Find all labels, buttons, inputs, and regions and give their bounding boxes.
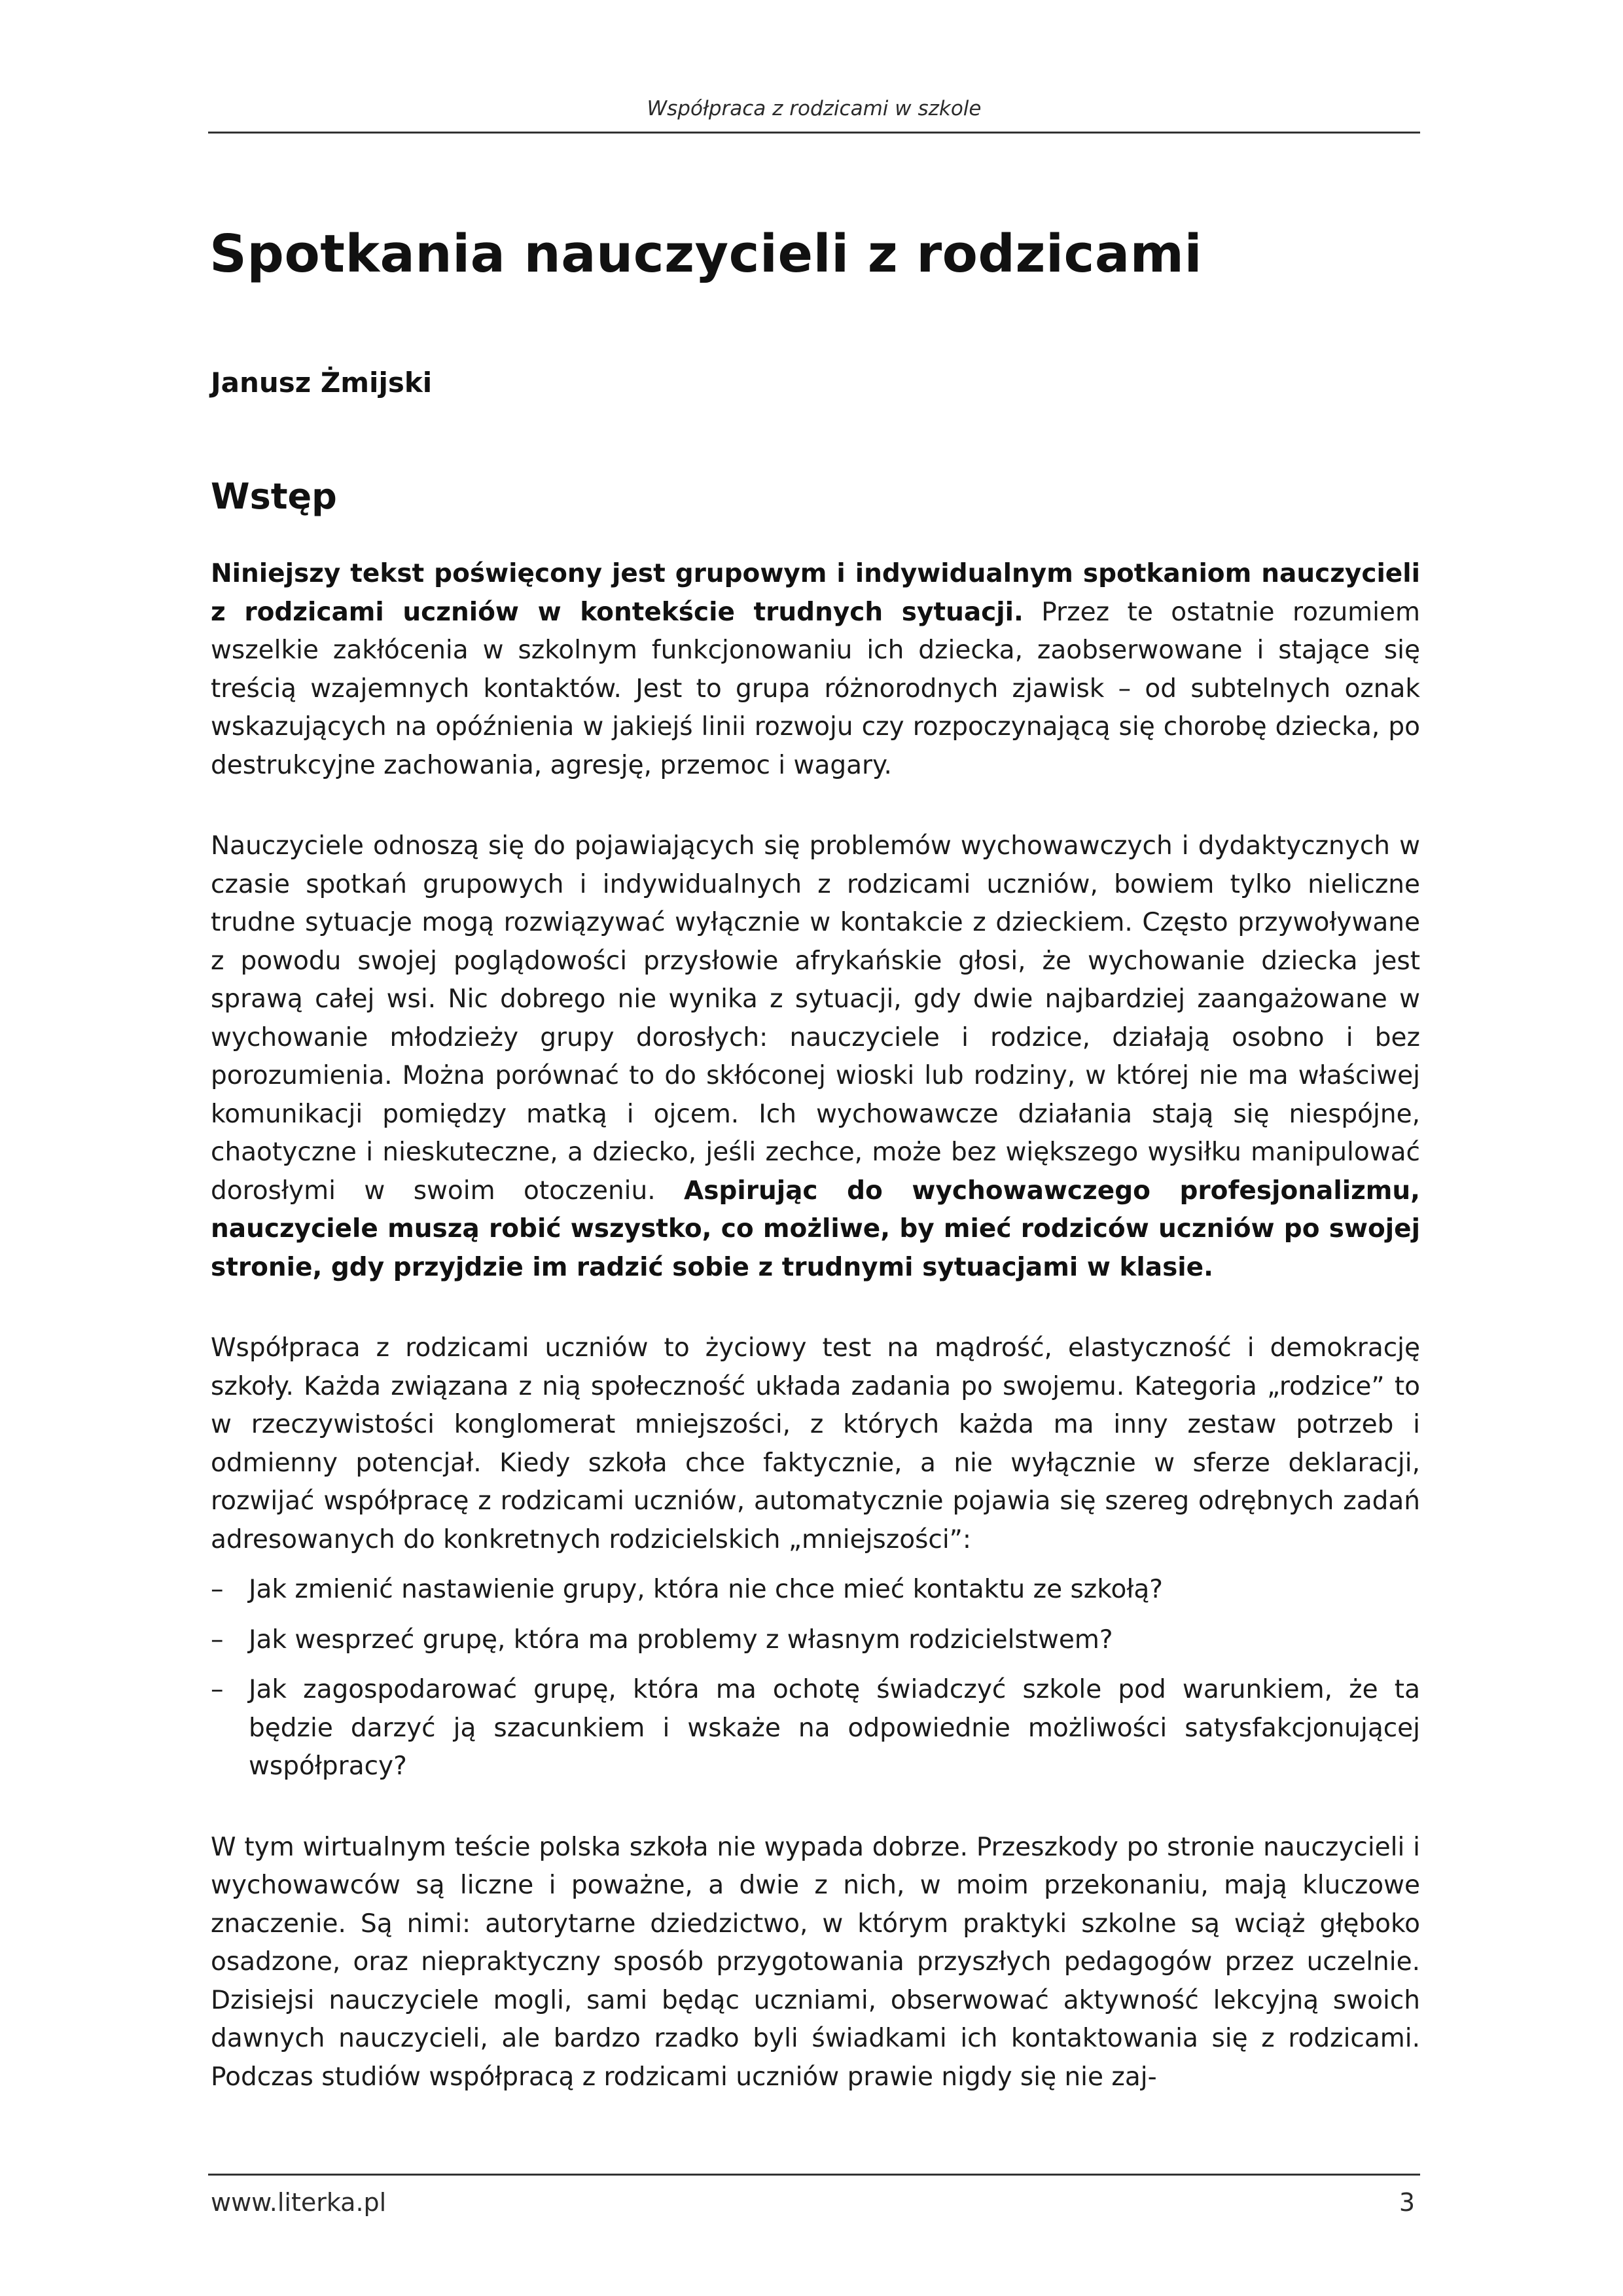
section-heading: Wstęp [211,476,337,517]
list-item-text: Jak zmienić nastawienie grupy, która nie chce mieć kontaktu ze szkołą? [249,1575,1164,1604]
list-item-text: Jak wesprzeć grupę, która ma problemy z własnym rodzicielstwem? [249,1624,1113,1655]
footer-rule [208,2174,1420,2176]
question-list [211,1571,1420,1786]
article-body [211,555,1420,2139]
footer-url: www.literka.pl [211,2188,387,2217]
list-dash: – [211,1575,224,1604]
list-item-text: Jak zagospodarować grupę, która ma ochotę świadczyć szkole pod warunkiem, że ta będzie darzyć ją szacunkiem i wskaże na odpowiednie możliwości satysfakcjonującej współpracy? [249,1675,1420,1781]
running-header: Współpraca z rodzicami w szkole [647,97,982,120]
intro-bold-text: Niniejszy tekst poświęcony jest grupowym i indywidualnym spotkaniom nauczycieli z rodzicami uczniów w kontekście trudnych sytuacji. [211,559,1420,627]
list-dash: – [211,1624,224,1655]
author-name: Janusz Żmijski [211,367,433,399]
list-item [211,1671,1420,1786]
list-dash: – [211,1675,224,1704]
page-number: 3 [1399,2188,1415,2217]
header-rule [208,132,1420,134]
teachers-text: Nauczyciele odnoszą się do pojawiających się problemów wychowawczych i dydaktycznych w czasie spotkań grupowych i indywidualnych z rodzicami uczniów, bowiem tylko nieliczne trudne sytuacje mogą rozwiązywać wyłącznie w kontakcie z dzieckiem. Często przywoływane z powodu swojej poglądowości przysłowie afrykańskie głosi, że wychowanie dziecka jest sprawą całej wsi. Nic dobrego nie wynika z sytuacji, gdy dwie najbardziej zaangażowane w wychowanie młodzieży grupy dorosłych: nauczyciele i rodzice, działają osobno i bez porozumienia. Można porównać to do skłóconej wioski lub rodziny, w której nie ma właściwej komunikacji pomiędzy matką i ojcem. Ich wychowawcze działania stają się niespójne, chaotyczne i nieskuteczne, a dziecko, jeśli zechce, może bez większego wysiłku manipulować dorosłymi w swoim otoczeniu. [211,831,1420,1206]
paragraph-teachers [211,827,1420,1287]
paragraph-virtual-test: W tym wirtualnym teście polska szkoła nie wypada dobrze. Przeszkody po stronie nauczycieli i wychowawców są liczne i poważne, a dwie z nich, w moim przekonaniu, mają kluczowe znaczenie. Są nimi: autorytarne dziedzictwo, w którym praktyki szkolne są wciąż głęboko osadzone, oraz niepraktyczny sposób przygotowania przyszłych pedagogów przez uczelnie. Dzisiejsi nauczyciele mogli, sami będąc uczniami, obserwować aktywność lekcyjną swoich dawnych nauczycieli, ale bardzo rzadko byli świadkami ich kontaktowania się z rodzicami. Podczas studiów współpracą z rodzicami uczniów prawie nigdy się nie zaj- [211,1832,1420,2092]
list-item [211,1621,1420,1660]
list-item [211,1571,1420,1609]
paragraph-intro [211,555,1420,785]
intro-text: Przez te ostatnie rozumiem wszelkie zakłócenia w szkolnym funkcjonowaniu ich dziecka, zaobserwowane i stające się treścią wzajemnych kontaktów. Jest to grupa różnorodnych zjawisk – od subtelnych oznak wskazujących na opóźnienia w jakiejś linii rozwoju czy rozpoczynającą się chorobę dziecka, po destrukcyjne zachowania, agresję, przemoc i wagary. [211,597,1420,780]
article-title: Spotkania nauczycieli z rodzicami [209,224,1203,284]
paragraph-cooperation: Współpraca z rodzicami uczniów to życiowy test na mądrość, elastyczność i demokrację szkoły. Każda związana z nią społeczność układa zadania po swojemu. Kategoria „rodzice” to w rzeczywistości konglomerat mniejszości, z których każda ma inny zestaw potrzeb i odmienny potencjał. Kiedy szkoła chce faktycznie, a nie wyłącznie w sferze deklaracji, rozwijać współpracę z rodzicami uczniów, automatycznie pojawia się szereg odrębnych zadań adresowanych do konkretnych rodzicielskich „mniejszości”: [211,1333,1420,1554]
teachers-bold-text: Aspirując do wychowawczego profesjonalizmu, nauczyciele muszą robić wszystko, co możliwe, by mieć rodziców uczniów po swojej stronie, gdy przyjdzie im radzić sobie z trudnymi sytuacjami w klasie. [211,1175,1420,1282]
